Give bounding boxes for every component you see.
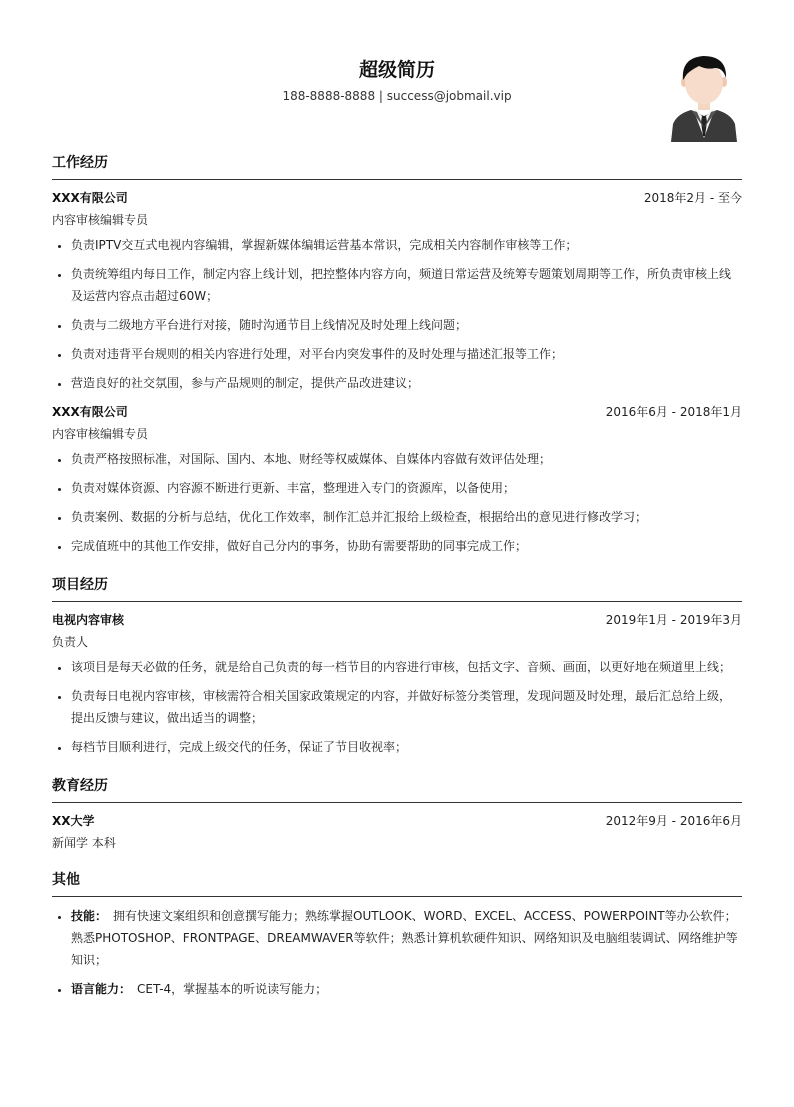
- section-title-project: 项目经历: [52, 574, 742, 602]
- entry-date: 2016年6月 - 2018年1月: [605, 405, 742, 419]
- list-item: • 营造良好的社交氛围，参与产品规则的制定，提供产品改进建议；: [71, 372, 742, 394]
- list-item: [71, 978, 742, 1000]
- project-experience-section: [52, 574, 742, 758]
- list-item: • 负责统筹组内每日工作，制定内容上线计划，把控整体内容方向，频道日常运营及统筹专题策划周期等工作，所负责审核上线及运营内容点击超过60W；: [71, 263, 742, 307]
- entry-date: 2012年9月 - 2016年6月: [605, 814, 742, 828]
- section-title-work: 工作经历: [52, 152, 742, 180]
- list-item: • 负责对违背平台规则的相关内容进行处理，对平台内突发事件的及时处理与描述汇报等工作；: [71, 343, 742, 365]
- work-entry: [52, 404, 742, 557]
- section-title-other: 其他: [52, 869, 742, 897]
- entry-organization: XXX有限公司: [52, 191, 128, 205]
- candidate-name: 超级简历: [358, 59, 435, 81]
- list-item: • 负责与二级地方平台进行对接，随时沟通节目上线情况及时处理上线问题；: [71, 314, 742, 336]
- entry-role: 负责人: [52, 635, 89, 649]
- list-item: • 完成值班中的其他工作安排，做好自己分内的事务，协助有需要帮助的同事完成工作；: [71, 535, 742, 557]
- entry-organization: 电视内容审核: [52, 613, 125, 627]
- list-item: • 负责严格按照标准，对国际、国内、本地、财经等权威媒体、自媒体内容做有效评估处理；: [71, 448, 742, 470]
- contact-info: 188-8888-8888 | success@jobmail.vip: [282, 89, 512, 103]
- list-item: • 每档节目顺利进行，完成上级交代的任务，保证了节目收视率；: [71, 736, 742, 758]
- entry-organization: XX大学: [52, 814, 95, 828]
- list-item: • 负责每日电视内容审核，审核需符合相关国家政策规定的内容，并做好标签分类管理，发现问题及时处理，最后汇总给上级，提出反馈与建议，做出适当的调整；: [71, 685, 742, 729]
- list-item: • 负责案例、数据的分析与总结，优化工作效率，制作汇总并汇报给上级检查，根据给出的意见进行修改学习；: [71, 506, 742, 528]
- skill-label: 技能：: [71, 909, 108, 923]
- entry-date: 2018年2月 - 至今: [643, 191, 742, 205]
- entry-date: 2019年1月 - 2019年3月: [605, 613, 742, 627]
- language-text: CET-4，掌握基本的听说读写能力；: [137, 982, 328, 996]
- project-entry: [52, 612, 742, 758]
- entry-role: 内容审核编辑专员: [52, 213, 149, 227]
- entry-role: 新闻学 本科: [52, 836, 116, 850]
- list-item: • 负责IPTV交互式电视内容编辑，掌握新媒体编辑运营基本常识，完成相关内容制作审核等工作；: [71, 234, 742, 256]
- language-label: 语言能力：: [71, 982, 132, 996]
- list-item: [71, 905, 742, 971]
- other-section: [52, 869, 742, 1000]
- work-experience-section: [52, 152, 742, 557]
- list-item: • 负责对媒体资源、内容源不断进行更新、丰富，整理进入专门的资源库，以备使用；: [71, 477, 742, 499]
- skill-text: 拥有快速文案组织和创意撰写能力；熟练掌握OUTLOOK、WORD、EXCEL、ACCESS、POWERPOINT等办公软件；熟悉PHOTOSHOP、FRONTPAGE、DREAMWAVER等软件；熟悉计算机软硬件知识、网络知识及电脑组装调试、网络维护等知识；: [71, 909, 738, 967]
- entry-role: 内容审核编辑专员: [52, 427, 149, 441]
- avatar-icon: [669, 52, 739, 142]
- education-entry: [52, 813, 742, 852]
- work-entry: [52, 190, 742, 394]
- entry-organization: XXX有限公司: [52, 405, 128, 419]
- education-section: [52, 775, 742, 852]
- section-title-education: 教育经历: [52, 775, 742, 803]
- list-item: • 该项目是每天必做的任务，就是给自己负责的每一档节目的内容进行审核，包括文字、音频、画面，以更好地在频道里上线；: [71, 656, 742, 678]
